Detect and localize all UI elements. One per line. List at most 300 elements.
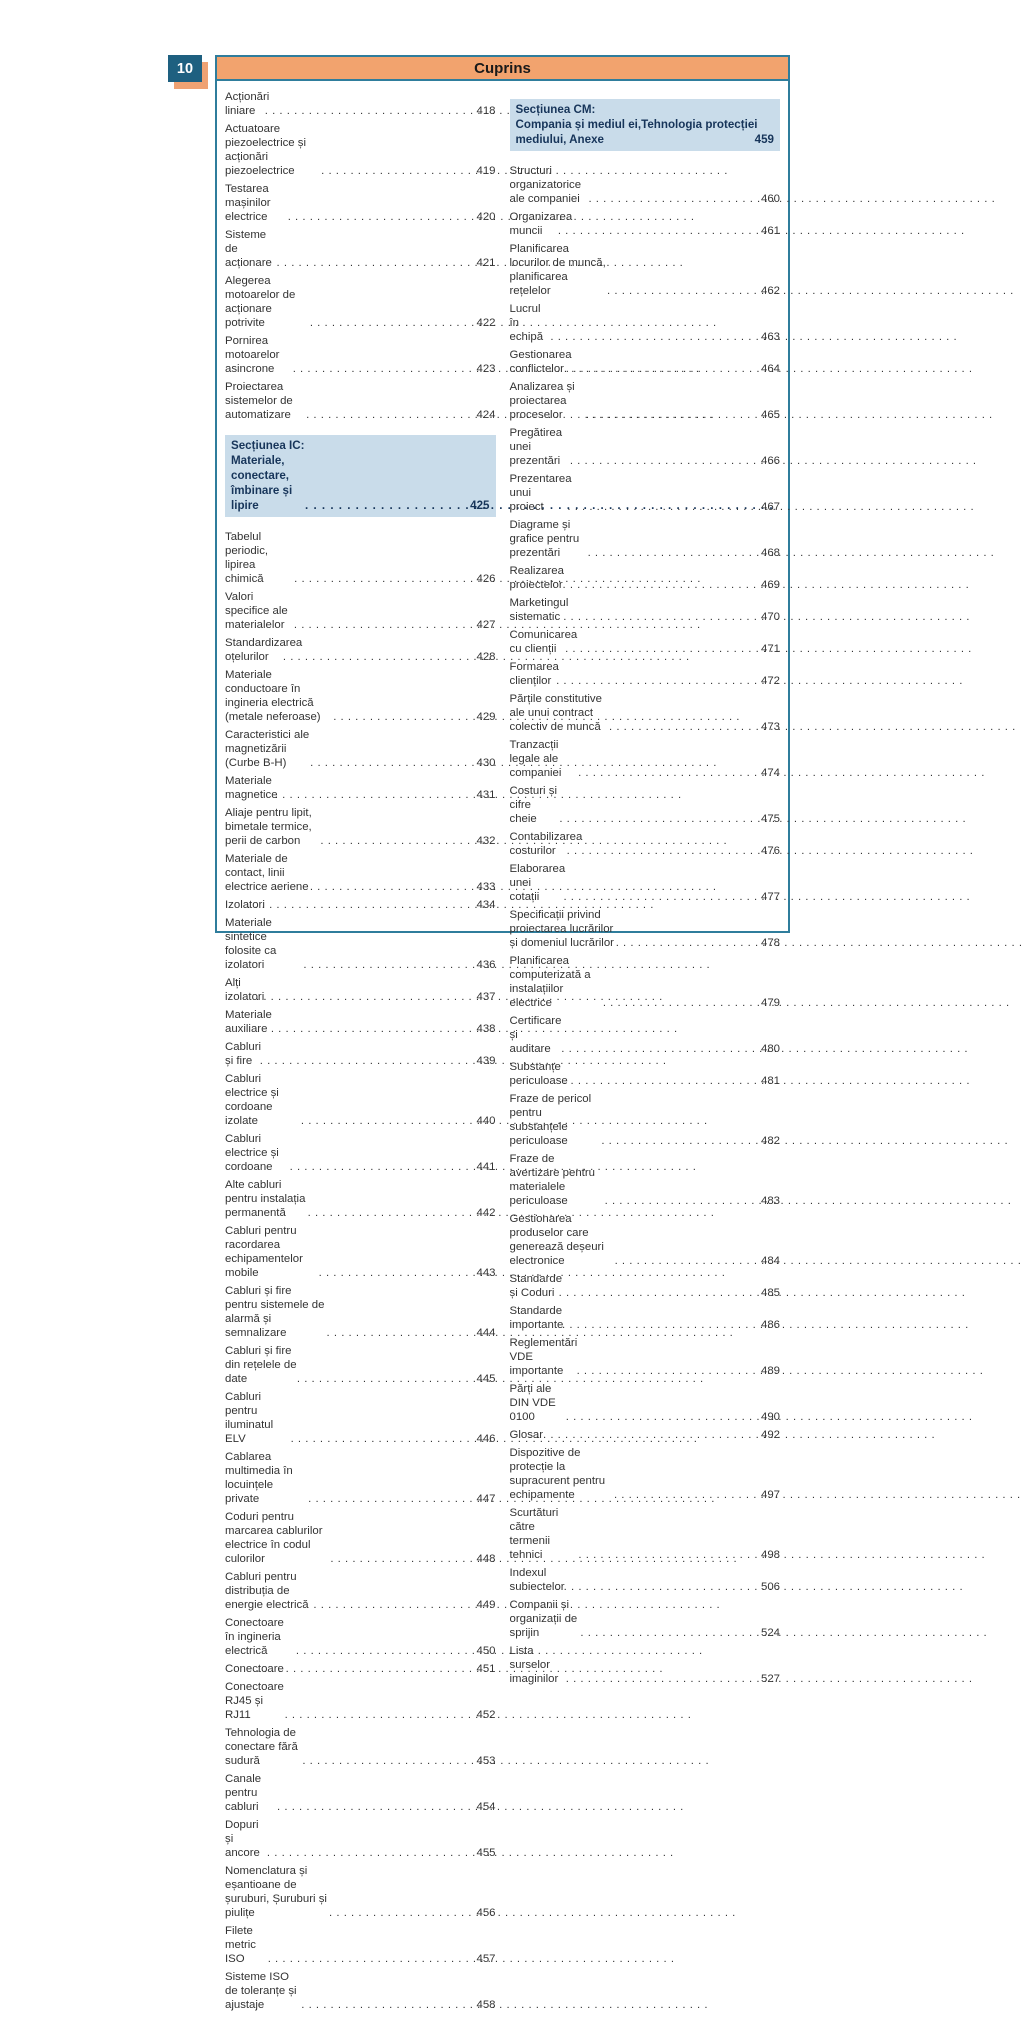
toc-entry-page: 457 xyxy=(476,1953,496,1965)
toc-entry-page: 423 xyxy=(476,363,496,375)
toc-entry-page: 467 xyxy=(760,501,780,513)
toc-entry-title: Sisteme ISO de toleranțe și ajustaje xyxy=(225,1971,297,2011)
dot-leader xyxy=(565,642,757,656)
toc-entry-page: 489 xyxy=(760,1365,780,1377)
dot-leader xyxy=(330,1552,472,1566)
toc-entry-page: 486 xyxy=(760,1319,780,1331)
toc-entry-title: Alte cabluri pentru instalația permanentă xyxy=(225,1179,306,1219)
dot-leader xyxy=(567,500,757,514)
toc-entry-title: Standarde și Coduri xyxy=(509,1273,563,1299)
toc-entry-page: 524 xyxy=(760,1627,780,1639)
toc-entry-title: Pregătirea unei prezentări xyxy=(509,427,563,467)
toc-entry-page: 449 xyxy=(476,1599,496,1611)
toc-entry-page: 527 xyxy=(760,1673,780,1685)
toc-entry-page: 480 xyxy=(760,1043,780,1055)
dot-leader xyxy=(268,1952,473,1966)
toc-entry-page: 462 xyxy=(760,285,780,297)
toc-column-right xyxy=(510,90,781,2016)
toc-entry-page: 490 xyxy=(760,1411,780,1423)
dot-leader xyxy=(333,710,472,724)
dot-leader xyxy=(580,1626,757,1640)
toc-entry-page: 443 xyxy=(476,1267,496,1279)
dot-leader xyxy=(559,1286,757,1300)
toc-entry-title: Certificare și auditare xyxy=(509,1015,562,1055)
toc-entry-title: Contabilizarea costurilor xyxy=(509,831,583,857)
dot-leader xyxy=(297,1372,473,1386)
toc-entry-page: 421 xyxy=(476,257,496,269)
dot-leader xyxy=(260,1054,473,1068)
toc-entry-title: Coduri pentru marcarea cablurilor electrice în codul culorilor xyxy=(225,1511,323,1565)
toc-entry xyxy=(225,1224,496,1280)
toc-entry-title: Prezentarea unui proiect xyxy=(509,473,572,513)
toc-entry-page: 442 xyxy=(476,1207,496,1219)
dot-leader xyxy=(616,936,757,950)
dot-leader xyxy=(588,546,757,560)
toc-entry-page: 498 xyxy=(760,1549,780,1561)
toc-entry xyxy=(510,1446,781,1502)
toc-entry-title: Cabluri și fire din rețelele de date xyxy=(225,1345,297,1385)
toc-entry-page: 454 xyxy=(476,1801,496,1813)
toc-entry xyxy=(510,564,781,592)
toc-section-page: 459 xyxy=(754,133,774,146)
toc-entry-page: 477 xyxy=(760,891,780,903)
dot-leader xyxy=(290,1160,473,1174)
toc-entry-title: Nomenclatura și eșantioane de șuruburi, Șuruburi și piulițe xyxy=(225,1865,327,1919)
toc-entry-page: 431 xyxy=(476,789,496,801)
toc-entry xyxy=(225,530,496,586)
toc-entry-title: Standarde importante xyxy=(509,1305,564,1331)
toc-entry-title: Formarea clienților xyxy=(509,661,559,687)
toc-entry-page: 482 xyxy=(760,1135,780,1147)
toc-entry-page: 418 xyxy=(476,105,496,117)
dot-leader xyxy=(303,958,472,972)
dot-leader xyxy=(566,362,757,376)
dot-leader xyxy=(277,256,473,270)
toc-entry xyxy=(510,472,781,514)
toc-entry-title: Dopuri și ancore xyxy=(225,1819,260,1859)
toc-entry-title: Reglementări VDE importante xyxy=(509,1337,578,1377)
toc-entry-page: 452 xyxy=(476,1709,496,1721)
toc-entry xyxy=(225,228,496,270)
toc-entry xyxy=(510,210,781,238)
dot-leader xyxy=(283,650,473,664)
toc-entry xyxy=(510,784,781,826)
dot-leader xyxy=(614,1488,757,1502)
toc-entry-title: Substanțe periculoase xyxy=(509,1061,568,1087)
toc-entry-page: 439 xyxy=(476,1055,496,1067)
dot-leader xyxy=(615,1254,757,1268)
dot-leader xyxy=(306,408,472,422)
toc-entry-page: 429 xyxy=(476,711,496,723)
toc-entry xyxy=(510,1152,781,1208)
dot-leader xyxy=(556,1580,757,1594)
dot-leader xyxy=(550,330,757,344)
dot-leader xyxy=(320,834,472,848)
toc-entry-title: Materiale de contact, linii electrice aeriene xyxy=(225,853,309,893)
toc-entry-page: 436 xyxy=(476,959,496,971)
toc-entry-title: Marketingul sistematic xyxy=(509,597,569,623)
toc-entry xyxy=(510,1506,781,1562)
toc-entry-title: Organizarea muncii xyxy=(509,211,573,237)
toc-entry xyxy=(225,1390,496,1446)
toc-entry-title: Cabluri pentru iluminatul ELV xyxy=(225,1391,274,1445)
dot-leader xyxy=(319,1266,473,1280)
toc-entry xyxy=(225,1970,496,2012)
toc-entry xyxy=(225,1450,496,1506)
toc-entry-page: 465 xyxy=(760,409,780,421)
toc-entry-page: 466 xyxy=(760,455,780,467)
toc-entry-page: 478 xyxy=(760,937,780,949)
toc-section-line: Secțiunea IC: xyxy=(231,439,305,452)
toc-entry-title: Conectoare RJ45 și RJ11 xyxy=(225,1681,284,1721)
toc-entry-page: 497 xyxy=(760,1489,780,1501)
toc-entry-page: 468 xyxy=(760,547,780,559)
toc-entry xyxy=(510,1272,781,1300)
dot-leader xyxy=(321,164,472,178)
dot-leader xyxy=(566,1410,757,1424)
dot-leader xyxy=(305,498,470,513)
toc-entry xyxy=(225,334,496,376)
contents-header-bar xyxy=(217,57,788,81)
toc-entry-page: 492 xyxy=(760,1429,780,1441)
dot-leader xyxy=(310,756,472,770)
toc-entry xyxy=(510,1014,781,1056)
contents-box xyxy=(215,55,790,2011)
toc-entry xyxy=(510,380,781,422)
toc-entry-title: Fraze de pericol pentru substanțele periculoase xyxy=(509,1093,592,1147)
toc-entry-title: Cabluri și fire xyxy=(225,1041,262,1067)
toc-entry-page: 473 xyxy=(760,721,780,733)
toc-entry xyxy=(225,852,496,894)
toc-section-header xyxy=(225,435,496,517)
toc-entry-title: Lista surselor imaginilor xyxy=(509,1645,559,1685)
dot-leader xyxy=(559,812,757,826)
toc-entry-page: 432 xyxy=(476,835,496,847)
toc-entry-title: Conectoare xyxy=(225,1663,284,1675)
toc-entry-title: Scurtături către termenii tehnici xyxy=(509,1507,559,1561)
toc-entry-title: Cablarea multimedia în locuințele private xyxy=(225,1451,293,1505)
toc-entry xyxy=(225,182,496,224)
dot-leader xyxy=(607,284,757,298)
toc-entry xyxy=(225,774,496,802)
toc-entry-title: Materiale auxiliare xyxy=(225,1009,272,1035)
toc-entry-page: 440 xyxy=(476,1115,496,1127)
toc-entry-page: 422 xyxy=(476,317,496,329)
toc-entry xyxy=(225,590,496,632)
toc-section-title: mediului, Anexe xyxy=(515,133,604,146)
toc-entry xyxy=(225,1864,496,1920)
toc-entry-title: Părțile constitutive ale unui contract colectiv de muncă xyxy=(509,693,602,733)
toc-entry-page: 481 xyxy=(760,1075,780,1087)
toc-section-header xyxy=(510,99,781,151)
toc-entry xyxy=(225,1662,496,1676)
toc-columns xyxy=(217,81,788,2022)
toc-entry-title: Costuri și cifre cheie xyxy=(509,785,557,825)
dot-leader xyxy=(567,844,757,858)
toc-entry-page: 455 xyxy=(476,1847,496,1859)
toc-entry-page: 460 xyxy=(760,193,780,205)
dot-leader xyxy=(586,408,757,422)
toc-entry xyxy=(225,636,496,664)
toc-entry xyxy=(225,1178,496,1220)
toc-entry-page: 475 xyxy=(760,813,780,825)
toc-entry xyxy=(510,830,781,858)
toc-entry xyxy=(510,302,781,344)
dot-leader xyxy=(609,720,757,734)
toc-entry-title: Fraze de avertizare pentru materialele periculoase xyxy=(509,1153,595,1207)
toc-entry xyxy=(225,806,496,848)
toc-entry-title: Materiale sintetice folosite ca izolatori xyxy=(225,917,277,971)
toc-entry xyxy=(510,1304,781,1332)
toc-entry-page: 437 xyxy=(476,991,496,1003)
toc-entry-page: 424 xyxy=(476,409,496,421)
dot-leader xyxy=(563,610,757,624)
toc-entry-title: Cabluri pentru racordarea echipamentelor mobile xyxy=(225,1225,303,1279)
toc-entry-page: 420 xyxy=(476,211,496,223)
toc-entry xyxy=(225,1072,496,1128)
toc-entry-page: 441 xyxy=(476,1161,496,1173)
toc-entry-title: Conectoare în ingineria electrică xyxy=(225,1617,284,1657)
toc-entry-title: Aliaje pentru lipit, bimetale termice, perii de carbon xyxy=(225,807,312,847)
toc-entry xyxy=(510,692,781,734)
toc-entry-page: 485 xyxy=(760,1287,780,1299)
toc-entry-title: Pornirea motoarelor asincrone xyxy=(225,335,280,375)
toc-column-left xyxy=(225,90,496,2016)
toc-entry xyxy=(225,1040,496,1068)
dot-leader xyxy=(288,210,473,224)
toc-entry xyxy=(510,1566,781,1594)
toc-entry xyxy=(510,596,781,624)
toc-entry-title: Proiectarea sistemelor de automatizare xyxy=(225,381,293,421)
toc-entry-page: 474 xyxy=(760,767,780,779)
dot-leader xyxy=(578,766,757,780)
toc-entry-page: 433 xyxy=(476,881,496,893)
toc-entry-title: Actuatoare piezoelectrice și acționări piezoelectrice xyxy=(225,123,307,177)
toc-entry-title: Standardizarea oțelurilor xyxy=(225,637,303,663)
toc-entry xyxy=(510,908,781,950)
toc-entry xyxy=(510,1644,781,1686)
dot-leader xyxy=(528,1428,757,1442)
toc-entry xyxy=(510,862,781,904)
dot-leader xyxy=(294,572,472,586)
toc-entry-title: Părți ale DIN VDE 0100 xyxy=(509,1383,556,1423)
toc-entry-title: Valori specifice ale materialelor xyxy=(225,591,288,631)
toc-entry xyxy=(225,1818,496,1860)
toc-entry-page: 427 xyxy=(476,619,496,631)
toc-entry xyxy=(225,728,496,770)
dot-leader xyxy=(301,1114,473,1128)
toc-section-title: Materiale, conectare, îmbinare și lipire xyxy=(231,454,293,512)
toc-entry-page: 456 xyxy=(476,1907,496,1919)
toc-entry xyxy=(225,1132,496,1174)
dot-leader xyxy=(588,192,757,206)
toc-entry xyxy=(225,1570,496,1612)
toc-entry-page: 426 xyxy=(476,573,496,585)
toc-entry-title: Analizarea și proiectarea proceselor xyxy=(509,381,575,421)
toc-entry-title: Diagrame și grafice pentru prezentări xyxy=(509,519,580,559)
toc-entry-title: Caracteristici ale magnetizării (Curbe B-H) xyxy=(225,729,310,769)
toc-entry-page: 470 xyxy=(760,611,780,623)
toc-entry xyxy=(510,242,781,298)
toc-entry xyxy=(510,1382,781,1424)
dot-leader xyxy=(327,1326,473,1340)
dot-leader xyxy=(578,1548,757,1562)
toc-section-page: 425 xyxy=(470,499,490,512)
toc-entry-title: Elaborarea unei cotații xyxy=(509,863,566,903)
toc-entry xyxy=(510,1598,781,1640)
toc-entry-page: 428 xyxy=(476,651,496,663)
toc-entry-page: 469 xyxy=(760,579,780,591)
toc-entry-page: 463 xyxy=(760,331,780,343)
dot-leader xyxy=(275,788,473,802)
toc-entry xyxy=(510,1092,781,1148)
toc-section-line: Secțiunea CM: xyxy=(515,103,596,116)
toc-entry xyxy=(225,1616,496,1658)
dot-leader xyxy=(577,1364,757,1378)
toc-entry xyxy=(225,1284,496,1340)
toc-entry-title: Filete metric ISO xyxy=(225,1925,257,1965)
toc-entry-title: Gestionarea produselor care generează deșeuri electronice xyxy=(509,1213,604,1267)
page-number: 10 xyxy=(168,55,202,82)
toc-entry-title: Planificarea locurilor de muncă, planificarea rețelelor xyxy=(509,243,606,297)
toc-entry-title: Canale pentru cabluri xyxy=(225,1773,262,1813)
toc-entry-title: Specificații privind proiectarea lucrărilor și domeniul lucrărilor xyxy=(509,909,614,949)
dot-leader xyxy=(294,618,473,632)
toc-entry-title: Izolatori xyxy=(225,899,265,911)
toc-entry-page: 438 xyxy=(476,1023,496,1035)
dot-leader xyxy=(265,104,473,118)
dot-leader xyxy=(313,1598,472,1612)
toc-entry xyxy=(510,164,781,206)
toc-entry-title: Alegerea motoarelor de acționare potrivite xyxy=(225,275,296,329)
toc-entry xyxy=(510,1428,781,1442)
toc-entry-title: Dispozitive de protecție la supracurent pentru echipamente xyxy=(509,1447,606,1501)
toc-entry-title: Companii și organizații de sprijin xyxy=(509,1599,578,1639)
dot-leader xyxy=(267,1846,473,1860)
dot-leader xyxy=(296,1644,473,1658)
dot-leader xyxy=(562,1318,757,1332)
page-number-badge xyxy=(168,55,210,91)
dot-leader xyxy=(310,316,473,330)
toc-entry-title: Acționări liniare xyxy=(225,91,270,117)
toc-entry xyxy=(510,628,781,656)
toc-entry-title: Materiale conductoare în ingineria electrică (metale neferoase) xyxy=(225,669,321,723)
dot-leader xyxy=(561,1042,757,1056)
toc-entry xyxy=(510,660,781,688)
dot-leader xyxy=(605,1194,757,1208)
toc-entry xyxy=(510,954,781,1010)
toc-entry xyxy=(510,348,781,376)
dot-leader xyxy=(601,1134,757,1148)
toc-entry xyxy=(225,1772,496,1814)
toc-entry-page: 458 xyxy=(476,1999,496,2011)
toc-entry-page: 451 xyxy=(476,1663,496,1675)
dot-leader xyxy=(562,578,757,592)
dot-leader xyxy=(603,996,757,1010)
dot-leader xyxy=(302,1754,472,1768)
toc-entry xyxy=(225,668,496,724)
toc-entry-title: Tabelul periodic, lipirea chimică xyxy=(225,531,269,585)
toc-entry-page: 430 xyxy=(476,757,496,769)
dot-leader xyxy=(277,1800,472,1814)
toc-entry-title: Structuri organizatorice ale companiei xyxy=(509,165,582,205)
toc-entry xyxy=(510,738,781,780)
toc-entry-page: 483 xyxy=(760,1195,780,1207)
toc-entry-title: Tranzacții legale ale companiei xyxy=(509,739,562,779)
toc-entry xyxy=(225,380,496,422)
toc-entry-title: Lucrul în echipă xyxy=(509,303,544,343)
dot-leader xyxy=(301,1998,472,2012)
dot-leader xyxy=(293,362,473,376)
toc-entry xyxy=(225,274,496,330)
toc-entry xyxy=(225,898,496,912)
dot-leader xyxy=(291,1432,473,1446)
dot-leader xyxy=(566,1672,757,1686)
toc-entry-title: Realizarea proiectelor xyxy=(509,565,564,591)
toc-entry xyxy=(225,976,496,1004)
dot-leader xyxy=(256,990,472,1004)
toc-entry-title: Tehnologia de conectare fără sudură xyxy=(225,1727,298,1767)
dot-leader xyxy=(310,880,473,894)
toc-entry xyxy=(510,426,781,468)
toc-entry xyxy=(225,1510,496,1566)
toc-entry-page: 419 xyxy=(476,165,496,177)
toc-entry-page: 471 xyxy=(760,643,780,655)
toc-entry-page: 444 xyxy=(476,1327,496,1339)
dot-leader xyxy=(308,1206,473,1220)
dot-leader xyxy=(256,1662,472,1676)
dot-leader xyxy=(308,1492,472,1506)
page-title: Cuprins xyxy=(474,59,531,77)
toc-entry-page: 464 xyxy=(760,363,780,375)
toc-entry-page: 450 xyxy=(476,1645,496,1657)
dot-leader xyxy=(570,454,757,468)
toc-entry-title: Testarea mașinilor electrice xyxy=(225,183,271,223)
toc-entry xyxy=(510,1212,781,1268)
dot-leader xyxy=(563,890,757,904)
toc-entry xyxy=(510,1060,781,1088)
toc-entry-page: 445 xyxy=(476,1373,496,1385)
toc-entry-title: Indexul subiectelor xyxy=(509,1567,565,1593)
toc-entry-title: Cabluri electrice și cordoane izolate xyxy=(225,1073,279,1127)
dot-leader xyxy=(247,898,472,912)
toc-entry-title: Cabluri și fire pentru sistemele de alarmă și semnalizare xyxy=(225,1285,325,1339)
toc-entry-title: Materiale magnetice xyxy=(225,775,278,801)
toc-entry-title: Glosar xyxy=(509,1429,544,1441)
toc-entry xyxy=(225,916,496,972)
dot-leader xyxy=(556,674,757,688)
toc-entry-page: 453 xyxy=(476,1755,496,1767)
toc-entry-title: Comunicarea cu clienții xyxy=(509,629,578,655)
toc-entry-page: 484 xyxy=(760,1255,780,1267)
toc-entry-page: 472 xyxy=(760,675,780,687)
toc-entry xyxy=(225,1924,496,1966)
toc-entry-title: Cabluri electrice și cordoane xyxy=(225,1133,279,1173)
toc-entry xyxy=(510,1336,781,1378)
toc-entry-title: Alți izolatori xyxy=(225,977,265,1003)
toc-entry-page: 434 xyxy=(476,899,496,911)
toc-entry xyxy=(225,1344,496,1386)
toc-entry-page: 448 xyxy=(476,1553,496,1565)
toc-entry-page: 446 xyxy=(476,1433,496,1445)
toc-entry xyxy=(225,1680,496,1722)
toc-entry-page: 479 xyxy=(760,997,780,1009)
toc-entry xyxy=(225,1008,496,1036)
toc-entry-page: 447 xyxy=(476,1493,496,1505)
toc-entry xyxy=(225,1726,496,1768)
toc-entry xyxy=(225,122,496,178)
dot-leader xyxy=(563,1074,757,1088)
